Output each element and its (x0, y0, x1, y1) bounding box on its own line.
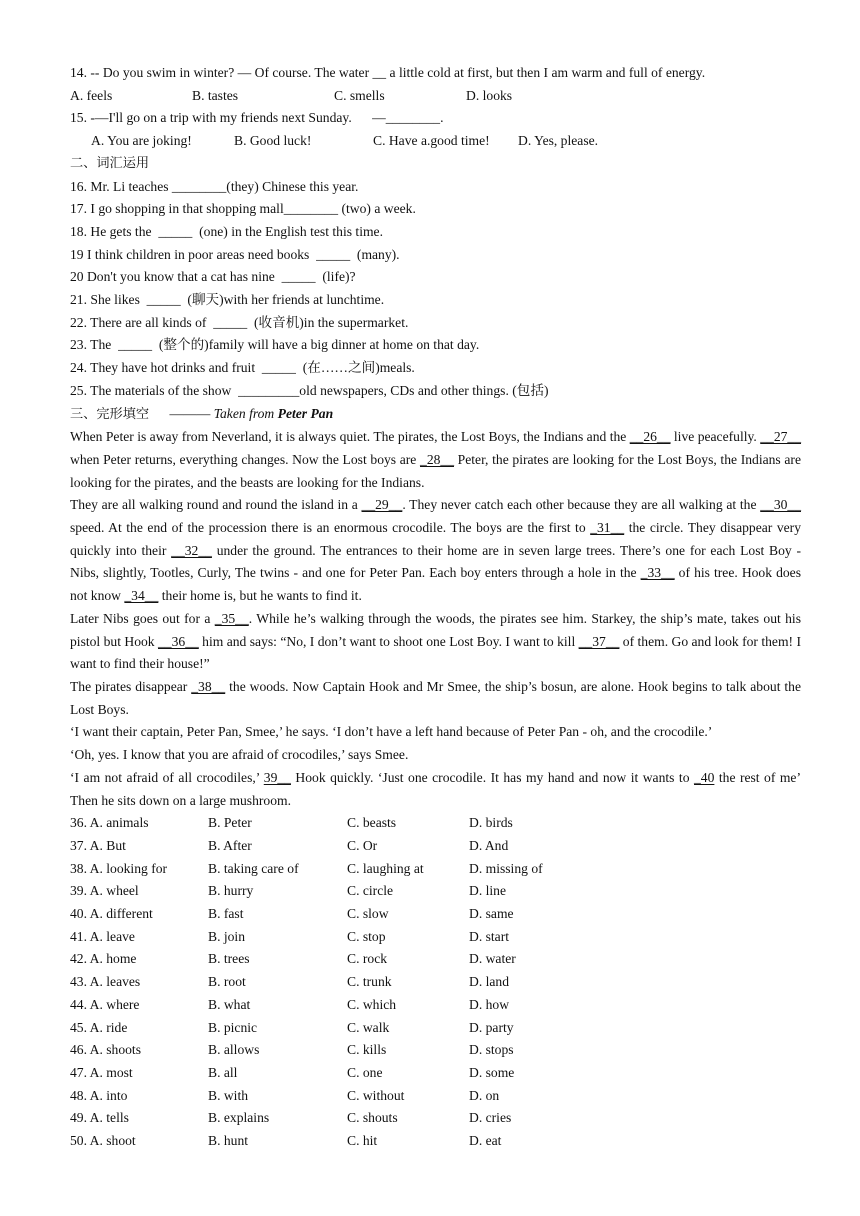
option-d: D. line (469, 883, 506, 899)
vocab-item-25: 25. The materials of the show _________old newspapers, CDs and other things. (包括) (70, 382, 549, 398)
option-row (70, 1107, 801, 1130)
source-dash: ——— (169, 405, 214, 421)
option-d: D. looks (466, 87, 513, 103)
blank-37: __37__ (578, 633, 620, 649)
option-row (70, 1017, 801, 1040)
section-3-title: 三、完形填空 (70, 406, 150, 422)
option-b: B. Peter (208, 815, 252, 831)
option-c: C. kills (347, 1042, 387, 1058)
option-a: 37. A. But (70, 837, 126, 853)
question-14: 14. -- Do you swim in winter? — Of course. The water __ a little cold at first, but then I am warm and full of energy. (70, 65, 706, 80)
option-c: C. stop (347, 928, 386, 944)
option-c: C. beasts (347, 815, 397, 831)
option-b: B. tastes (192, 87, 239, 103)
blank-27: __27__ (760, 429, 802, 445)
option-b: B. explains (208, 1110, 270, 1126)
option-d: D. cries (469, 1110, 512, 1126)
option-d: D. birds (469, 815, 513, 831)
passage-paragraph-7: ‘I am not afraid of all crocodiles,’ 39__ Hook quickly. ‘Just one crocodile. It has my hand and now it wants to _40 the rest of me’ Then he sits down on a large mushroom. (70, 769, 801, 808)
cloze-options-list (70, 812, 801, 1153)
option-a: A. You are joking! (91, 133, 192, 149)
blank-31: _31__ (590, 520, 625, 536)
option-c: C. Have a.good time! (373, 133, 490, 149)
option-b: B. fast (208, 906, 244, 922)
vocab-item-24: 24. They have hot drinks and fruit _____ (在……之间)meals. (70, 360, 415, 376)
option-row (70, 971, 801, 994)
passage-paragraph-5: ‘I want their captain, Peter Pan, Smee,’ he says. ‘I don’t have a left hand because of Peter Pan - oh, and the crocodile.’ (70, 724, 713, 740)
blank-29: __29__ (361, 497, 403, 513)
blank-34: _34__ (124, 588, 159, 604)
option-d: D. water (469, 951, 516, 967)
exam-page (70, 62, 801, 1153)
passage-paragraph-2: They are all walking round and round the island in a __29__. They never catch each other because they are all walking at the __30__ speed. At the end of the procession there is an enormous crocodile. The boys are the first to _31__ the circle. They disappear very quickly into their __32__ under the ground. The entrances to their home are in seven large trees. There’s one for each Lost Boy - Nibs, slightly, Tootles, Curly, The twins - and one for Peter Pan. Each boy enters through a hole in the _33__ of his tree. Hook does not know _34__ their home is, but he wants to find it. (70, 497, 802, 604)
vocab-item-21: 21. She likes _____ (聊天)with her friends at lunchtime. (70, 292, 385, 308)
option-c: C. without (347, 1087, 405, 1103)
source-title: Peter Pan (277, 405, 334, 421)
option-row (70, 948, 801, 971)
option-c: C. one (347, 1064, 383, 1080)
blank-28: _28__ (420, 451, 454, 467)
option-d: D. party (469, 1019, 514, 1035)
question-15-options (70, 130, 801, 153)
option-d: D. some (469, 1064, 515, 1080)
option-c: C. shouts (347, 1110, 398, 1126)
option-a: 47. A. most (70, 1064, 133, 1080)
option-a: 41. A. leave (70, 928, 135, 944)
vocab-item-22: 22. There are all kinds of _____ (收音机)in the supermarket. (70, 314, 409, 330)
option-b: B. After (208, 837, 252, 853)
option-d: D. on (469, 1087, 500, 1103)
option-d: D. And (469, 837, 509, 853)
option-row (70, 835, 801, 858)
passage-paragraph-4: The pirates disappear _38__ the woods. Now Captain Hook and Mr Smee, the ship’s bosun, are alone. Hook begins to talk about the Lost Boys. (70, 678, 801, 717)
option-c: C. circle (347, 883, 394, 899)
option-b: B. join (208, 928, 246, 944)
option-c: C. which (347, 996, 397, 1012)
option-row (70, 1062, 801, 1085)
source-prefix: Taken from (213, 405, 278, 421)
option-c: C. Or (347, 837, 378, 853)
blank-39: 39__ (263, 769, 291, 785)
blank-40: _40 (694, 769, 715, 785)
option-row (70, 994, 801, 1017)
option-row (70, 812, 801, 835)
vocab-item-17: 17. I go shopping in that shopping mall________ (two) a week. (70, 201, 416, 217)
option-a: 46. A. shoots (70, 1042, 142, 1058)
vocab-item-16: 16. Mr. Li teaches ________(they) Chinese this year. (70, 178, 359, 194)
option-a: 42. A. home (70, 951, 137, 967)
option-a: 48. A. into (70, 1087, 128, 1103)
blank-26: __26__ (629, 429, 671, 445)
blank-35: _35__ (214, 610, 249, 626)
option-d: D. eat (469, 1133, 502, 1149)
option-row (70, 858, 801, 881)
option-c: C. laughing at (347, 860, 424, 876)
option-b: B. hurry (208, 883, 254, 899)
option-c: C. rock (347, 951, 388, 967)
option-a: 49. A. tells (70, 1110, 129, 1126)
option-a: 40. A. different (70, 906, 153, 922)
option-a: 45. A. ride (70, 1019, 128, 1035)
option-c: C. trunk (347, 974, 392, 990)
option-d: D. how (469, 996, 510, 1012)
option-b: B. taking care of (208, 860, 299, 876)
option-row (70, 1039, 801, 1062)
option-a: 50. A. shoot (70, 1133, 136, 1149)
passage-paragraph-3: Later Nibs goes out for a _35__. While he’s walking through the woods, the pirates see him. Starkey, the ship’s mate, takes out his pistol but Hook __36__ him and says: “No, I don’t want to shoot one Lost Boy. I want to kill __37__ of them. Go and look for them! I want to find their house!” (70, 610, 802, 672)
option-c: C. hit (347, 1133, 378, 1149)
option-b: B. Good luck! (234, 133, 312, 149)
option-row (70, 926, 801, 949)
vocab-item-23: 23. The _____ (整个的)family will have a big dinner at home on that day. (70, 337, 480, 353)
option-d: D. land (469, 974, 510, 990)
option-c: C. slow (347, 906, 389, 922)
option-row (70, 1085, 801, 1108)
option-b: B. trees (208, 951, 250, 967)
option-row (70, 880, 801, 903)
option-b: B. what (208, 996, 251, 1012)
option-a: 36. A. animals (70, 815, 149, 831)
option-b: B. with (208, 1087, 249, 1103)
option-d: D. stops (469, 1042, 514, 1058)
option-a: 39. A. wheel (70, 883, 139, 899)
blank-32: __32__ (171, 542, 212, 558)
blank-38: _38__ (191, 678, 226, 694)
section-3-heading (70, 403, 801, 427)
option-d: D. missing of (469, 860, 543, 876)
question-15: 15. -—I'll go on a trip with my friends next Sunday. —________. (70, 110, 444, 126)
option-c: C. walk (347, 1019, 390, 1035)
option-row (70, 903, 801, 926)
option-d: D. same (469, 906, 514, 922)
option-b: B. hunt (208, 1133, 249, 1149)
option-a: 43. A. leaves (70, 974, 141, 990)
passage-paragraph-6: ‘Oh, yes. I know that you are afraid of crocodiles,’ says Smee. (70, 747, 409, 763)
section-2-heading: 二、词汇运用 (70, 155, 150, 171)
option-b: B. allows (208, 1042, 260, 1058)
option-a: A. feels (70, 87, 113, 103)
option-a: 44. A. where (70, 996, 140, 1012)
option-row (70, 1130, 801, 1153)
option-c: C. smells (334, 87, 385, 103)
vocab-item-20: 20 Don't you know that a cat has nine _____ (life)? (70, 269, 356, 285)
option-b: B. picnic (208, 1019, 258, 1035)
option-b: B. all (208, 1064, 238, 1080)
option-d: D. start (469, 928, 510, 944)
passage-paragraph-1: When Peter is away from Neverland, it is always quiet. The pirates, the Lost Boys, the Indians and the __26__ live peacefully. __27__ when Peter returns, everything changes. Now the Lost boys are _28__ Peter, the pirates are looking for the Lost Boys, the Indians are looking for the pirates, and the beasts are looking for the Indians. (70, 429, 802, 490)
vocab-item-19: 19 I think children in poor areas need books _____ (many). (70, 246, 400, 262)
option-b: B. root (208, 974, 246, 990)
question-14-options (70, 85, 801, 108)
blank-33: _33__ (640, 565, 675, 581)
blank-36: __36__ (158, 633, 199, 649)
option-d: D. Yes, please. (518, 133, 599, 149)
vocab-item-18: 18. He gets the _____ (one) in the English test this time. (70, 223, 383, 239)
blank-30: __30__ (760, 497, 801, 513)
option-a: 38. A. looking for (70, 860, 168, 876)
